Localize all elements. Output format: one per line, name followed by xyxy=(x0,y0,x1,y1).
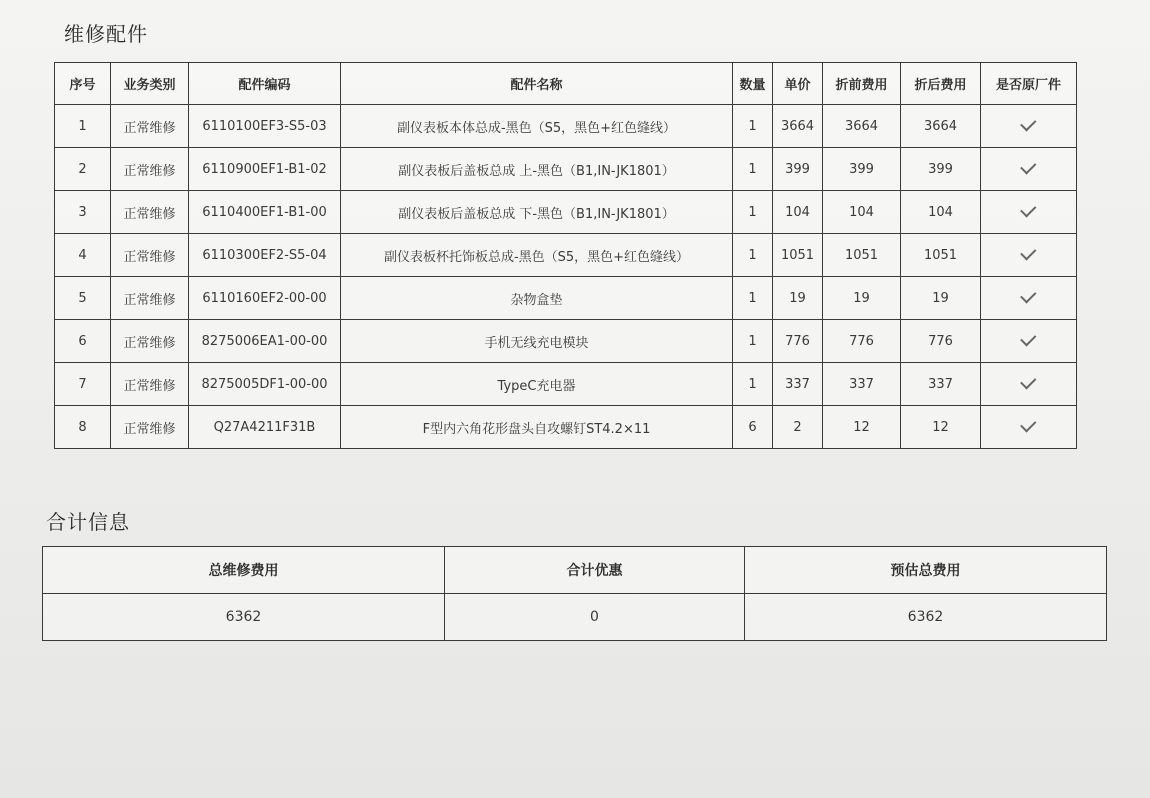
cell-category: 正常维修 xyxy=(111,105,189,148)
check-icon xyxy=(1020,373,1036,389)
header-code: 配件编码 xyxy=(189,63,341,105)
cell-name: 副仪表板本体总成-黑色（S5，黑色+红色缝线） xyxy=(341,105,733,148)
cell-index: 5 xyxy=(55,277,111,320)
cell-pre-discount: 776 xyxy=(823,320,901,363)
parts-section-title: 维修配件 xyxy=(64,22,148,46)
cell-name: F型内六角花形盘头自攻螺钉ST4.2×11 xyxy=(341,406,733,449)
value-total-discount: 0 xyxy=(445,594,745,641)
cell-post-discount: 3664 xyxy=(901,105,981,148)
cell-pre-discount: 12 xyxy=(823,406,901,449)
cell-qty: 1 xyxy=(733,234,773,277)
cell-pre-discount: 1051 xyxy=(823,234,901,277)
check-icon xyxy=(1020,287,1036,303)
header-pre-discount: 折前费用 xyxy=(823,63,901,105)
cell-pre-discount: 399 xyxy=(823,148,901,191)
check-icon xyxy=(1020,201,1036,217)
cell-code: 6110160EF2-00-00 xyxy=(189,277,341,320)
cell-pre-discount: 337 xyxy=(823,363,901,406)
cell-index: 4 xyxy=(55,234,111,277)
cell-index: 2 xyxy=(55,148,111,191)
cell-original xyxy=(981,148,1077,191)
cell-qty: 6 xyxy=(733,406,773,449)
cell-original xyxy=(981,105,1077,148)
check-icon xyxy=(1020,158,1036,174)
cell-pre-discount: 104 xyxy=(823,191,901,234)
header-total-discount: 合计优惠 xyxy=(445,547,745,594)
cell-category: 正常维修 xyxy=(111,320,189,363)
parts-table xyxy=(54,62,1077,449)
cell-name: 副仪表板后盖板总成 下-黑色（B1,IN-JK1801） xyxy=(341,191,733,234)
cell-post-discount: 337 xyxy=(901,363,981,406)
cell-post-discount: 104 xyxy=(901,191,981,234)
cell-code: 6110900EF1-B1-02 xyxy=(189,148,341,191)
cell-unit-price: 19 xyxy=(773,277,823,320)
cell-name: 副仪表板后盖板总成 上-黑色（B1,IN-JK1801） xyxy=(341,148,733,191)
cell-code: 6110300EF2-S5-04 xyxy=(189,234,341,277)
summary-value-row xyxy=(43,594,1107,641)
check-icon xyxy=(1020,416,1036,432)
cell-post-discount: 399 xyxy=(901,148,981,191)
cell-index: 1 xyxy=(55,105,111,148)
cell-post-discount: 12 xyxy=(901,406,981,449)
cell-qty: 1 xyxy=(733,320,773,363)
header-qty: 数量 xyxy=(733,63,773,105)
cell-qty: 1 xyxy=(733,105,773,148)
cell-index: 8 xyxy=(55,406,111,449)
cell-code: 6110400EF1-B1-00 xyxy=(189,191,341,234)
header-post-discount: 折后费用 xyxy=(901,63,981,105)
cell-qty: 1 xyxy=(733,363,773,406)
summary-table xyxy=(42,546,1107,641)
cell-code: 8275006EA1-00-00 xyxy=(189,320,341,363)
cell-name: 副仪表板杯托饰板总成-黑色（S5，黑色+红色缝线） xyxy=(341,234,733,277)
cell-unit-price: 337 xyxy=(773,363,823,406)
table-row xyxy=(55,363,1077,406)
cell-name: 手机无线充电模块 xyxy=(341,320,733,363)
check-icon xyxy=(1020,330,1036,346)
table-row xyxy=(55,234,1077,277)
cell-category: 正常维修 xyxy=(111,148,189,191)
table-row xyxy=(55,105,1077,148)
cell-pre-discount: 19 xyxy=(823,277,901,320)
cell-original xyxy=(981,234,1077,277)
cell-pre-discount: 3664 xyxy=(823,105,901,148)
cell-category: 正常维修 xyxy=(111,277,189,320)
header-original: 是否原厂件 xyxy=(981,63,1077,105)
cell-unit-price: 776 xyxy=(773,320,823,363)
header-total-repair: 总维修费用 xyxy=(43,547,445,594)
table-row xyxy=(55,148,1077,191)
cell-category: 正常维修 xyxy=(111,406,189,449)
cell-code: Q27A4211F31B xyxy=(189,406,341,449)
value-estimated-total: 6362 xyxy=(745,594,1107,641)
cell-qty: 1 xyxy=(733,191,773,234)
cell-code: 6110100EF3-S5-03 xyxy=(189,105,341,148)
cell-original xyxy=(981,277,1077,320)
cell-category: 正常维修 xyxy=(111,363,189,406)
cell-post-discount: 1051 xyxy=(901,234,981,277)
cell-index: 3 xyxy=(55,191,111,234)
header-name: 配件名称 xyxy=(341,63,733,105)
header-category: 业务类别 xyxy=(111,63,189,105)
value-total-repair: 6362 xyxy=(43,594,445,641)
cell-qty: 1 xyxy=(733,277,773,320)
summary-section-title: 合计信息 xyxy=(46,510,130,534)
cell-unit-price: 1051 xyxy=(773,234,823,277)
cell-category: 正常维修 xyxy=(111,191,189,234)
table-row xyxy=(55,320,1077,363)
cell-category: 正常维修 xyxy=(111,234,189,277)
summary-header-row xyxy=(43,547,1107,594)
cell-original xyxy=(981,406,1077,449)
cell-original xyxy=(981,191,1077,234)
check-icon xyxy=(1020,244,1036,260)
cell-index: 7 xyxy=(55,363,111,406)
cell-name: 杂物盒垫 xyxy=(341,277,733,320)
header-estimated-total: 预估总费用 xyxy=(745,547,1107,594)
cell-post-discount: 776 xyxy=(901,320,981,363)
cell-unit-price: 3664 xyxy=(773,105,823,148)
cell-post-discount: 19 xyxy=(901,277,981,320)
cell-name: TypeC充电器 xyxy=(341,363,733,406)
parts-table-header-row xyxy=(55,63,1077,105)
table-row xyxy=(55,406,1077,449)
cell-code: 8275005DF1-00-00 xyxy=(189,363,341,406)
cell-index: 6 xyxy=(55,320,111,363)
cell-original xyxy=(981,363,1077,406)
cell-qty: 1 xyxy=(733,148,773,191)
cell-unit-price: 399 xyxy=(773,148,823,191)
cell-unit-price: 2 xyxy=(773,406,823,449)
check-icon xyxy=(1020,115,1036,131)
table-row xyxy=(55,277,1077,320)
header-unit-price: 单价 xyxy=(773,63,823,105)
cell-original xyxy=(981,320,1077,363)
header-index: 序号 xyxy=(55,63,111,105)
table-row xyxy=(55,191,1077,234)
cell-unit-price: 104 xyxy=(773,191,823,234)
